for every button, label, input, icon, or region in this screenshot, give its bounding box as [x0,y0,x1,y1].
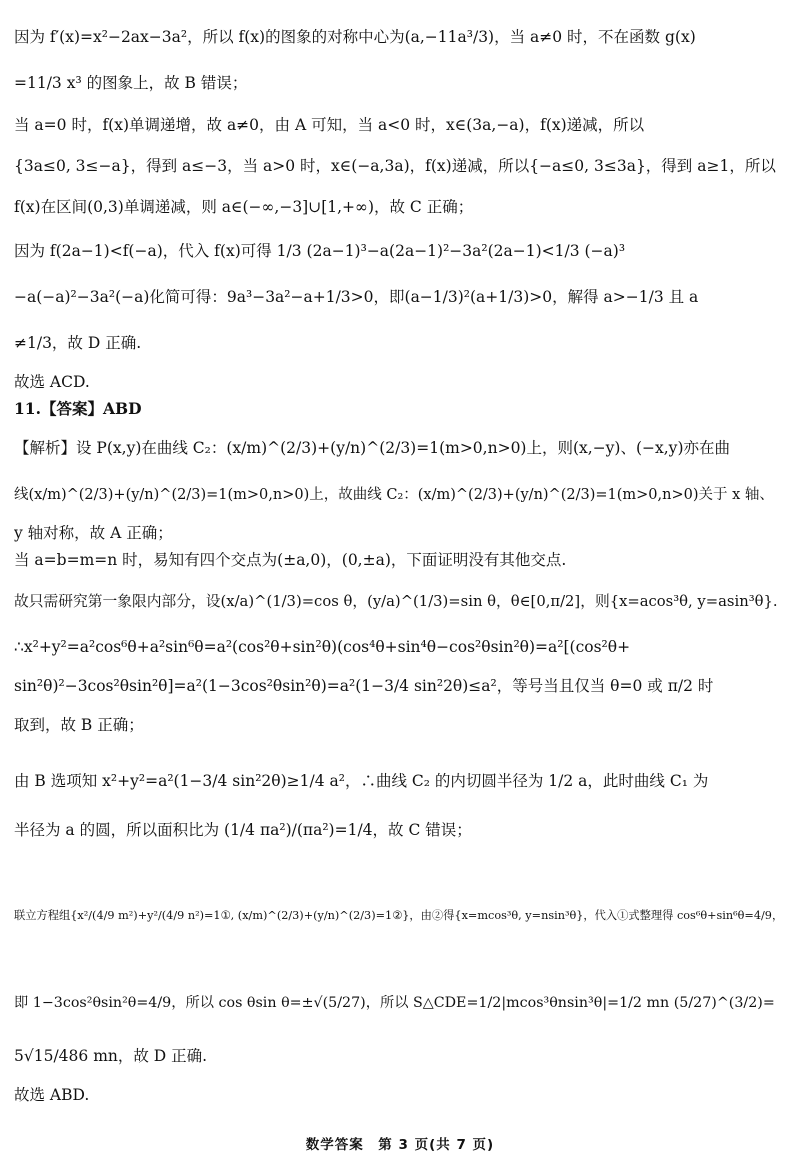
text-line: 故选 ABD. [14,1086,90,1104]
text-line: y 轴对称，故 A 正确； [14,524,173,542]
question-answer-heading: 11.【答案】ABD [14,399,142,418]
text-line: 因为 f′(x)=x²−2ax−3a²，所以 f(x)的图象的对称中心为(a,−11a³/3)，当 a≠0 时，不在函数 g(x) [14,28,696,46]
text-line: {3a≤0, 3≤−a}，得到 a≤−3，当 a>0 时，x∈(−a,3a)，f(x)递减，所以{−a≤0, 3≤3a}，得到 a≥1，所以 [14,157,776,175]
text-line: 取到，故 B 正确； [14,716,144,734]
text-line: 半径为 a 的圆，所以面积比为 (1/4 πa²)/(πa²)=1/4，故 C 错误； [14,821,472,839]
page-footer: 数学答案 第 3 页(共 7 页) [305,1137,495,1153]
text-line: 故只需研究第一象限内部分，设(x/a)^(1/3)=cos θ，(y/a)^(1/3)=sin θ，θ∈[0,π/2]，则{x=acos³θ, y=asin³θ}. [14,593,778,610]
text-line: ∴x²+y²=a²cos⁶θ+a²sin⁶θ=a²(cos²θ+sin²θ)(cos⁴θ+sin⁴θ−cos²θsin²θ)=a²[(cos²θ+ [14,638,631,656]
text-line: 由 B 选项知 x²+y²=a²(1−3/4 sin²2θ)≥1/4 a²，∴曲线 C₂ 的内切圆半径为 1/2 a，此时曲线 C₁ 为 [14,772,709,790]
text-line: 即 1−3cos²θsin²θ=4/9，所以 cos θsin θ=±√(5/27)，所以 S△CDE=1/2|mcos³θnsin³θ|=1/2 mn (5/27)^(3/2)= [14,995,775,1011]
text-line: 【解析】设 P(x,y)在曲线 C₂：(x/m)^(2/3)+(y/n)^(2/3)=1(m>0,n>0)上，则(x,−y)、(−x,y)亦在曲 [14,439,730,457]
text-line: sin²θ)²−3cos²θsin²θ]=a²(1−3cos²θsin²θ)=a²(1−3/4 sin²2θ)≤a²，等号当且仅当 θ=0 或 π/2 时 [14,677,714,695]
text-line: 线(x/m)^(2/3)+(y/n)^(2/3)=1(m>0,n>0)上，故曲线 C₂：(x/m)^(2/3)+(y/n)^(2/3)=1(m>0,n>0)关于 x 轴、 [14,487,774,503]
text-line: 5√15/486 mn，故 D 正确. [14,1047,208,1065]
text-line: 联立方程组{x²/(4/9 m²)+y²/(4/9 n²)=1①, (x/m)^(2/3)+(y/n)^(2/3)=1②}，由②得{x=mcos³θ, y=nsin³θ}，代入①式整理得 cos⁶θ+sin⁶θ=4/9， [14,909,784,922]
text-line: =11/3 x³ 的图象上，故 B 错误； [14,74,248,92]
text-line: −a(−a)²−3a²(−a)化简可得：9a³−3a²−a+1/3>0，即(a−1/3)²(a+1/3)>0，解得 a>−1/3 且 a [14,288,699,306]
text-line: 当 a=b=m=n 时，易知有四个交点为(±a,0)，(0,±a)，下面证明没有其他交点. [14,551,567,569]
text-line: 因为 f(2a−1)<f(−a)，代入 f(x)可得 1/3 (2a−1)³−a(2a−1)²−3a²(2a−1)<1/3 (−a)³ [14,242,626,260]
text-line: f(x)在区间(0,3)单调递减，则 a∈(−∞,−3]∪[1,+∞)，故 C 正确； [14,198,474,216]
text-line: ≠1/3，故 D 正确. [14,334,142,352]
text-line: 当 a=0 时，f(x)单调递增，故 a≠0，由 A 可知，当 a<0 时，x∈(3a,−a)，f(x)递减，所以 [14,116,645,134]
text-line: 故选 ACD. [14,373,90,391]
